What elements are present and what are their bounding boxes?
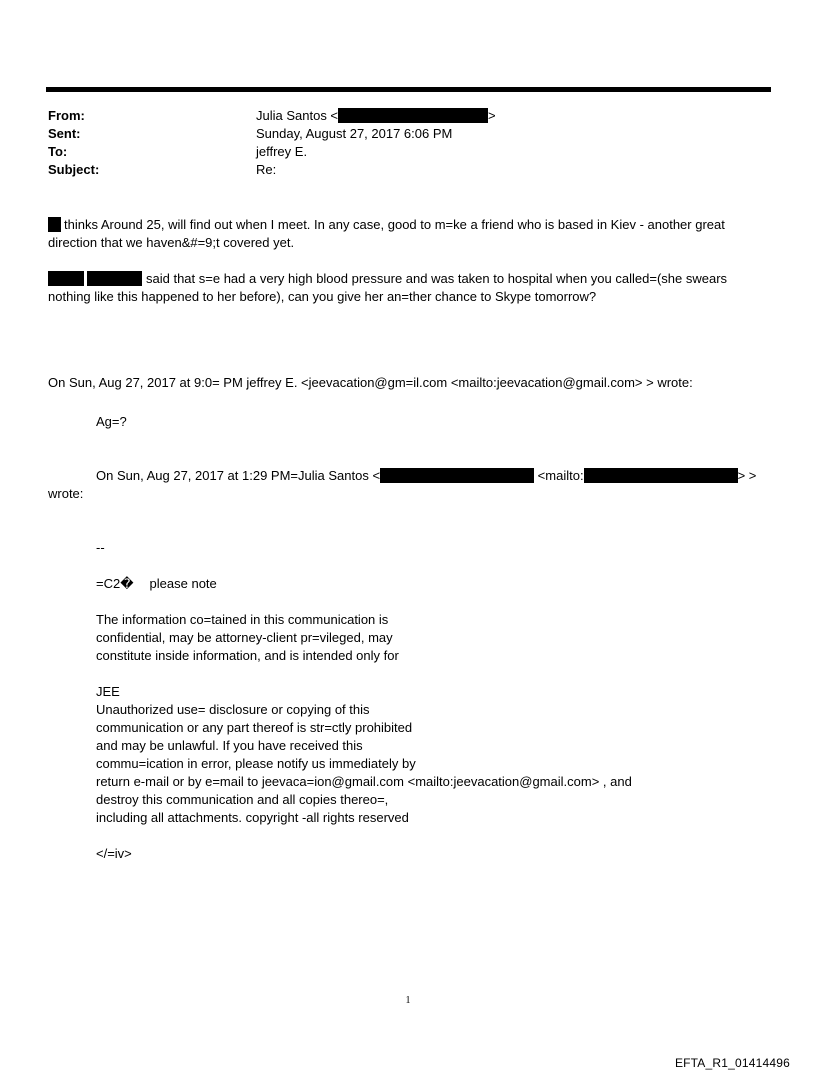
redaction-box [48,217,61,232]
sent-value: Sunday, August 27, 2017 6:06 PM [256,126,453,141]
disclaimer-line: destroy this communication and all copies thereo=, [96,792,389,807]
reply-text: Ag=? [96,414,127,429]
to-label: To: [48,144,68,159]
from-label: From: [48,108,85,123]
redaction-box [87,271,142,286]
to-value: jeffrey E. [256,144,308,159]
from-value [256,107,496,125]
redaction-box [338,108,488,123]
para1-text: thinks Around 25, will find out when I meet. In any case, good to m=ke a friend who is based in Kiev - another great [64,217,725,232]
sent-row [48,125,496,143]
disclaimer-line: confidential, may be attorney-client pr=vileged, may [96,630,393,645]
document-id: EFTA_R1_01414496 [674,1056,790,1070]
end-tag: </=iv> [96,846,132,861]
quote2-mailto: <mailto: [537,468,584,483]
disclaimer-line: JEE [96,684,120,699]
signature-dash: -- [96,540,105,555]
disclaimer-part1 [96,611,696,665]
para1-line2: direction that we haven&#=9;t covered yet. [48,235,295,250]
redaction-box [584,468,738,483]
from-suffix: > [488,108,496,123]
disclaimer-line: communication or any part thereof is str=ctly prohibited [96,720,413,735]
para1-line1 [48,216,768,234]
header-rule [46,87,771,92]
redaction-box [48,271,84,286]
note-line [96,575,696,593]
disclaimer-part2 [96,683,696,827]
email-header [48,107,496,179]
para2-text: said that s=e had a very high blood pressure and was taken to hospital when you called=(she swears [146,271,728,286]
note-text: please note [149,576,217,591]
para2-line1 [48,270,768,288]
disclaimer-line: The information co=tained in this communication is [96,612,389,627]
subject-label: Subject: [48,162,100,177]
subject-row [48,161,496,179]
from-name: Julia Santos < [256,108,339,123]
para2-line2: nothing like this happened to her before), can you give her an=ther chance to Skype tomorrow? [48,289,597,304]
disclaimer-line: including all attachments. copyright -all rights reserved [96,810,409,825]
disclaimer-line: constitute inside information, and is intended only for [96,648,399,663]
page-number: 1 [405,995,411,1006]
to-row [48,143,496,161]
from-row [48,107,496,125]
subject-value: Re: [256,162,277,177]
disclaimer-line: return e-mail or by e=mail to jeevaca=ion@gmail.com <mailto:jeevacation@gmail.com> , and [96,774,632,789]
sent-label: Sent: [48,126,81,141]
redaction-box [380,468,534,483]
disclaimer-line: Unauthorized use= disclosure or copying of this [96,702,370,717]
quote1-header: On Sun, Aug 27, 2017 at 9:0= PM jeffrey E. <jeevacation@gm=il.com <mailto:jeevacation@gmail.com> > wrote: [48,375,693,390]
quote2-suffix: > > [737,468,757,483]
quote2-header [96,467,776,485]
quote2-prefix: On Sun, Aug 27, 2017 at 1:29 PM=Julia Santos < [96,468,381,483]
note-code: =C2� [96,576,134,591]
quote2-wrote: wrote: [48,486,84,501]
disclaimer-line: and may be unlawful. If you have received this [96,738,363,753]
disclaimer-line: commu=ication in error, please notify us immediately by [96,756,416,771]
paragraph-1 [48,216,768,252]
paragraph-2 [48,270,768,306]
